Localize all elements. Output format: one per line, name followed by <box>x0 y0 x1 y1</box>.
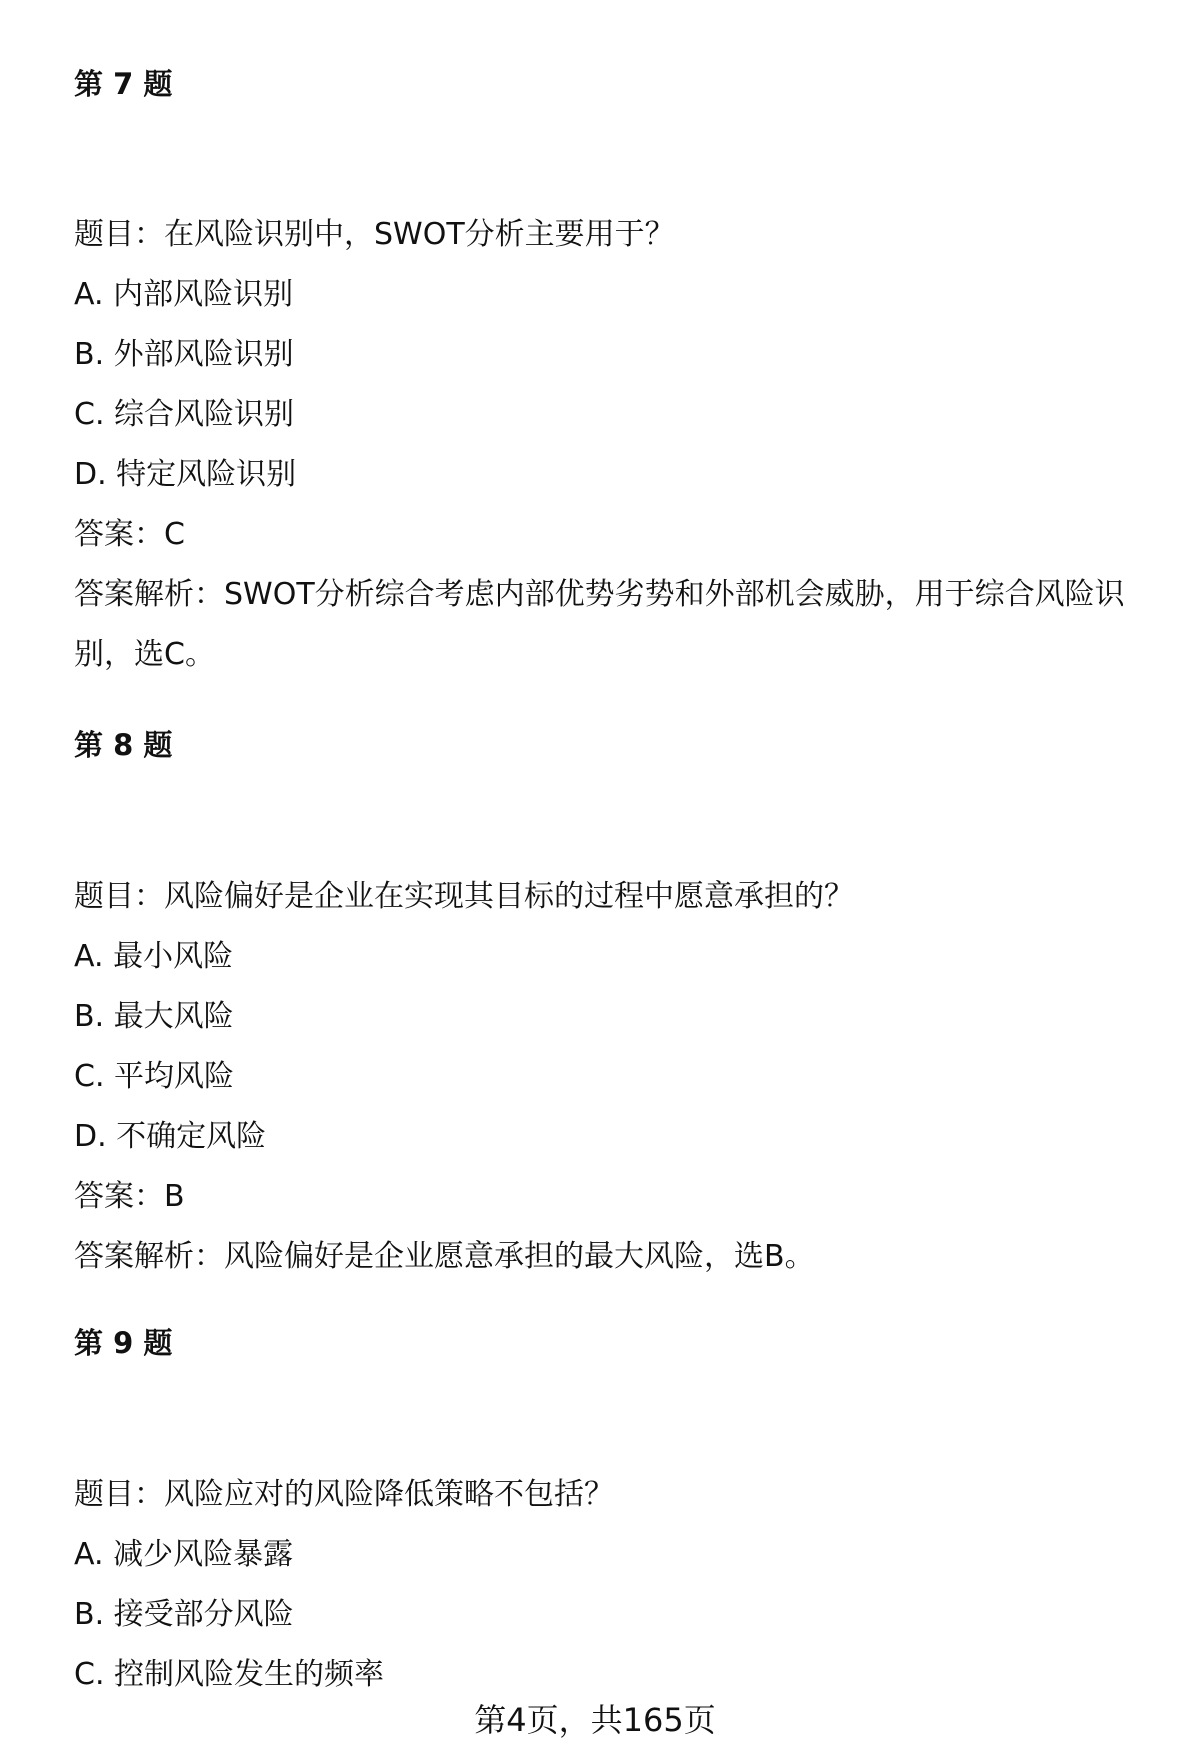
explanation-line-1: 答案解析：风险偏好是企业愿意承担的最大风险，选B。 <box>74 1239 815 1274</box>
explanation-line-1: 答案解析：SWOT分析综合考虑内部优势劣势和外部机会威胁，用于综合风险识 <box>74 577 1125 612</box>
question-heading: 第 8 题 <box>74 728 173 762</box>
option-d: D. 特定风险识别 <box>74 457 297 492</box>
answer: 答案：B <box>74 1179 185 1214</box>
page-number: 第4页，共165页 <box>474 1701 716 1739</box>
option-c: C. 平均风险 <box>74 1059 235 1094</box>
option-c: C. 控制风险发生的频率 <box>74 1657 385 1692</box>
question-text: 题目：风险应对的风险降低策略不包括？ <box>74 1477 614 1512</box>
option-a: A. 内部风险识别 <box>74 277 294 312</box>
option-a: A. 减少风险暴露 <box>74 1537 294 1572</box>
question-text: 题目：在风险识别中，SWOT分析主要用于？ <box>74 217 675 252</box>
option-b: B. 最大风险 <box>74 999 234 1034</box>
option-d: D. 不确定风险 <box>74 1119 267 1154</box>
option-c: C. 综合风险识别 <box>74 397 295 432</box>
question-heading: 第 7 题 <box>74 67 173 101</box>
question-heading: 第 9 题 <box>74 1326 173 1360</box>
answer: 答案：C <box>74 517 185 552</box>
option-a: A. 最小风险 <box>74 939 234 974</box>
explanation-line-2: 别，选C。 <box>74 637 215 672</box>
option-b: B. 接受部分风险 <box>74 1597 294 1632</box>
question-text: 题目：风险偏好是企业在实现其目标的过程中愿意承担的？ <box>74 879 854 914</box>
option-b: B. 外部风险识别 <box>74 337 294 372</box>
